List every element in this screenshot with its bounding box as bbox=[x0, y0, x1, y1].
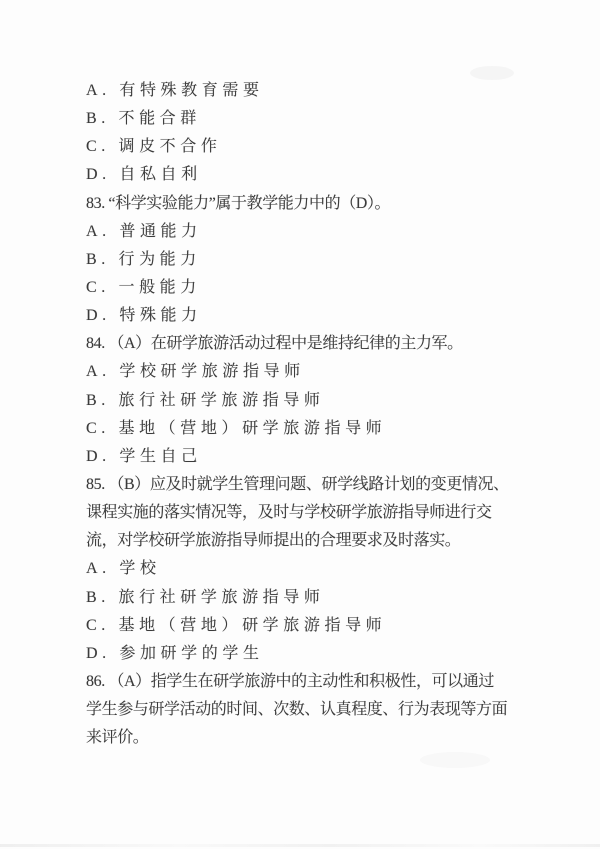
question-line: 84. （A）在研学旅游活动过程中是维持纪律的主力军。 bbox=[86, 335, 463, 353]
option-line: D. 学生自己 bbox=[86, 447, 202, 465]
option-line: B. 不能合群 bbox=[86, 110, 201, 128]
continuation-line: 课程实施的落实情况等，及时与学校研学旅游指导师进行交 bbox=[86, 504, 492, 522]
option-line: B. 旅行社研学旅游指导师 bbox=[86, 588, 325, 606]
option-line: D. 参加研学的学生 bbox=[86, 644, 264, 662]
continuation-line: 来评价。 bbox=[86, 729, 149, 747]
option-line: D. 自私自利 bbox=[86, 166, 202, 184]
option-line: A. 有特殊教育需要 bbox=[86, 82, 264, 99]
option-line: B. 旅行社研学旅游指导师 bbox=[86, 391, 325, 409]
option-line: D. 特殊能力 bbox=[86, 307, 202, 325]
option-line: A. 普通能力 bbox=[86, 222, 202, 240]
option-line: C. 基地（营地）研学旅游指导师 bbox=[86, 419, 387, 437]
option-line: C. 基地（营地）研学旅游指导师 bbox=[86, 616, 387, 634]
option-line: C. 调皮不合作 bbox=[86, 138, 222, 156]
option-line: B. 行为能力 bbox=[86, 250, 201, 268]
document-text-block bbox=[86, 77, 516, 752]
option-line: C. 一般能力 bbox=[86, 278, 201, 296]
scan-smudge bbox=[420, 752, 490, 768]
question-line: 83. “科学实验能力”属于教学能力中的（D）。 bbox=[86, 194, 391, 212]
scan-edge-artifact bbox=[0, 844, 600, 847]
continuation-line: 学生参与研学活动的时间、次数、认真程度、行为表现等方面 bbox=[86, 701, 508, 719]
option-line: A. 学校 bbox=[86, 560, 161, 578]
question-line: 85. （B）应及时就学生管理问题、研学线路计划的变更情况、 bbox=[86, 475, 509, 493]
continuation-line: 流，对学校研学旅游指导师提出的合理要求及时落实。 bbox=[86, 532, 461, 550]
option-line: A. 学校研学旅游指导师 bbox=[86, 363, 305, 381]
question-line: 86. （A）指学生在研学旅游中的主动性和积极性，可以通过 bbox=[86, 672, 494, 690]
